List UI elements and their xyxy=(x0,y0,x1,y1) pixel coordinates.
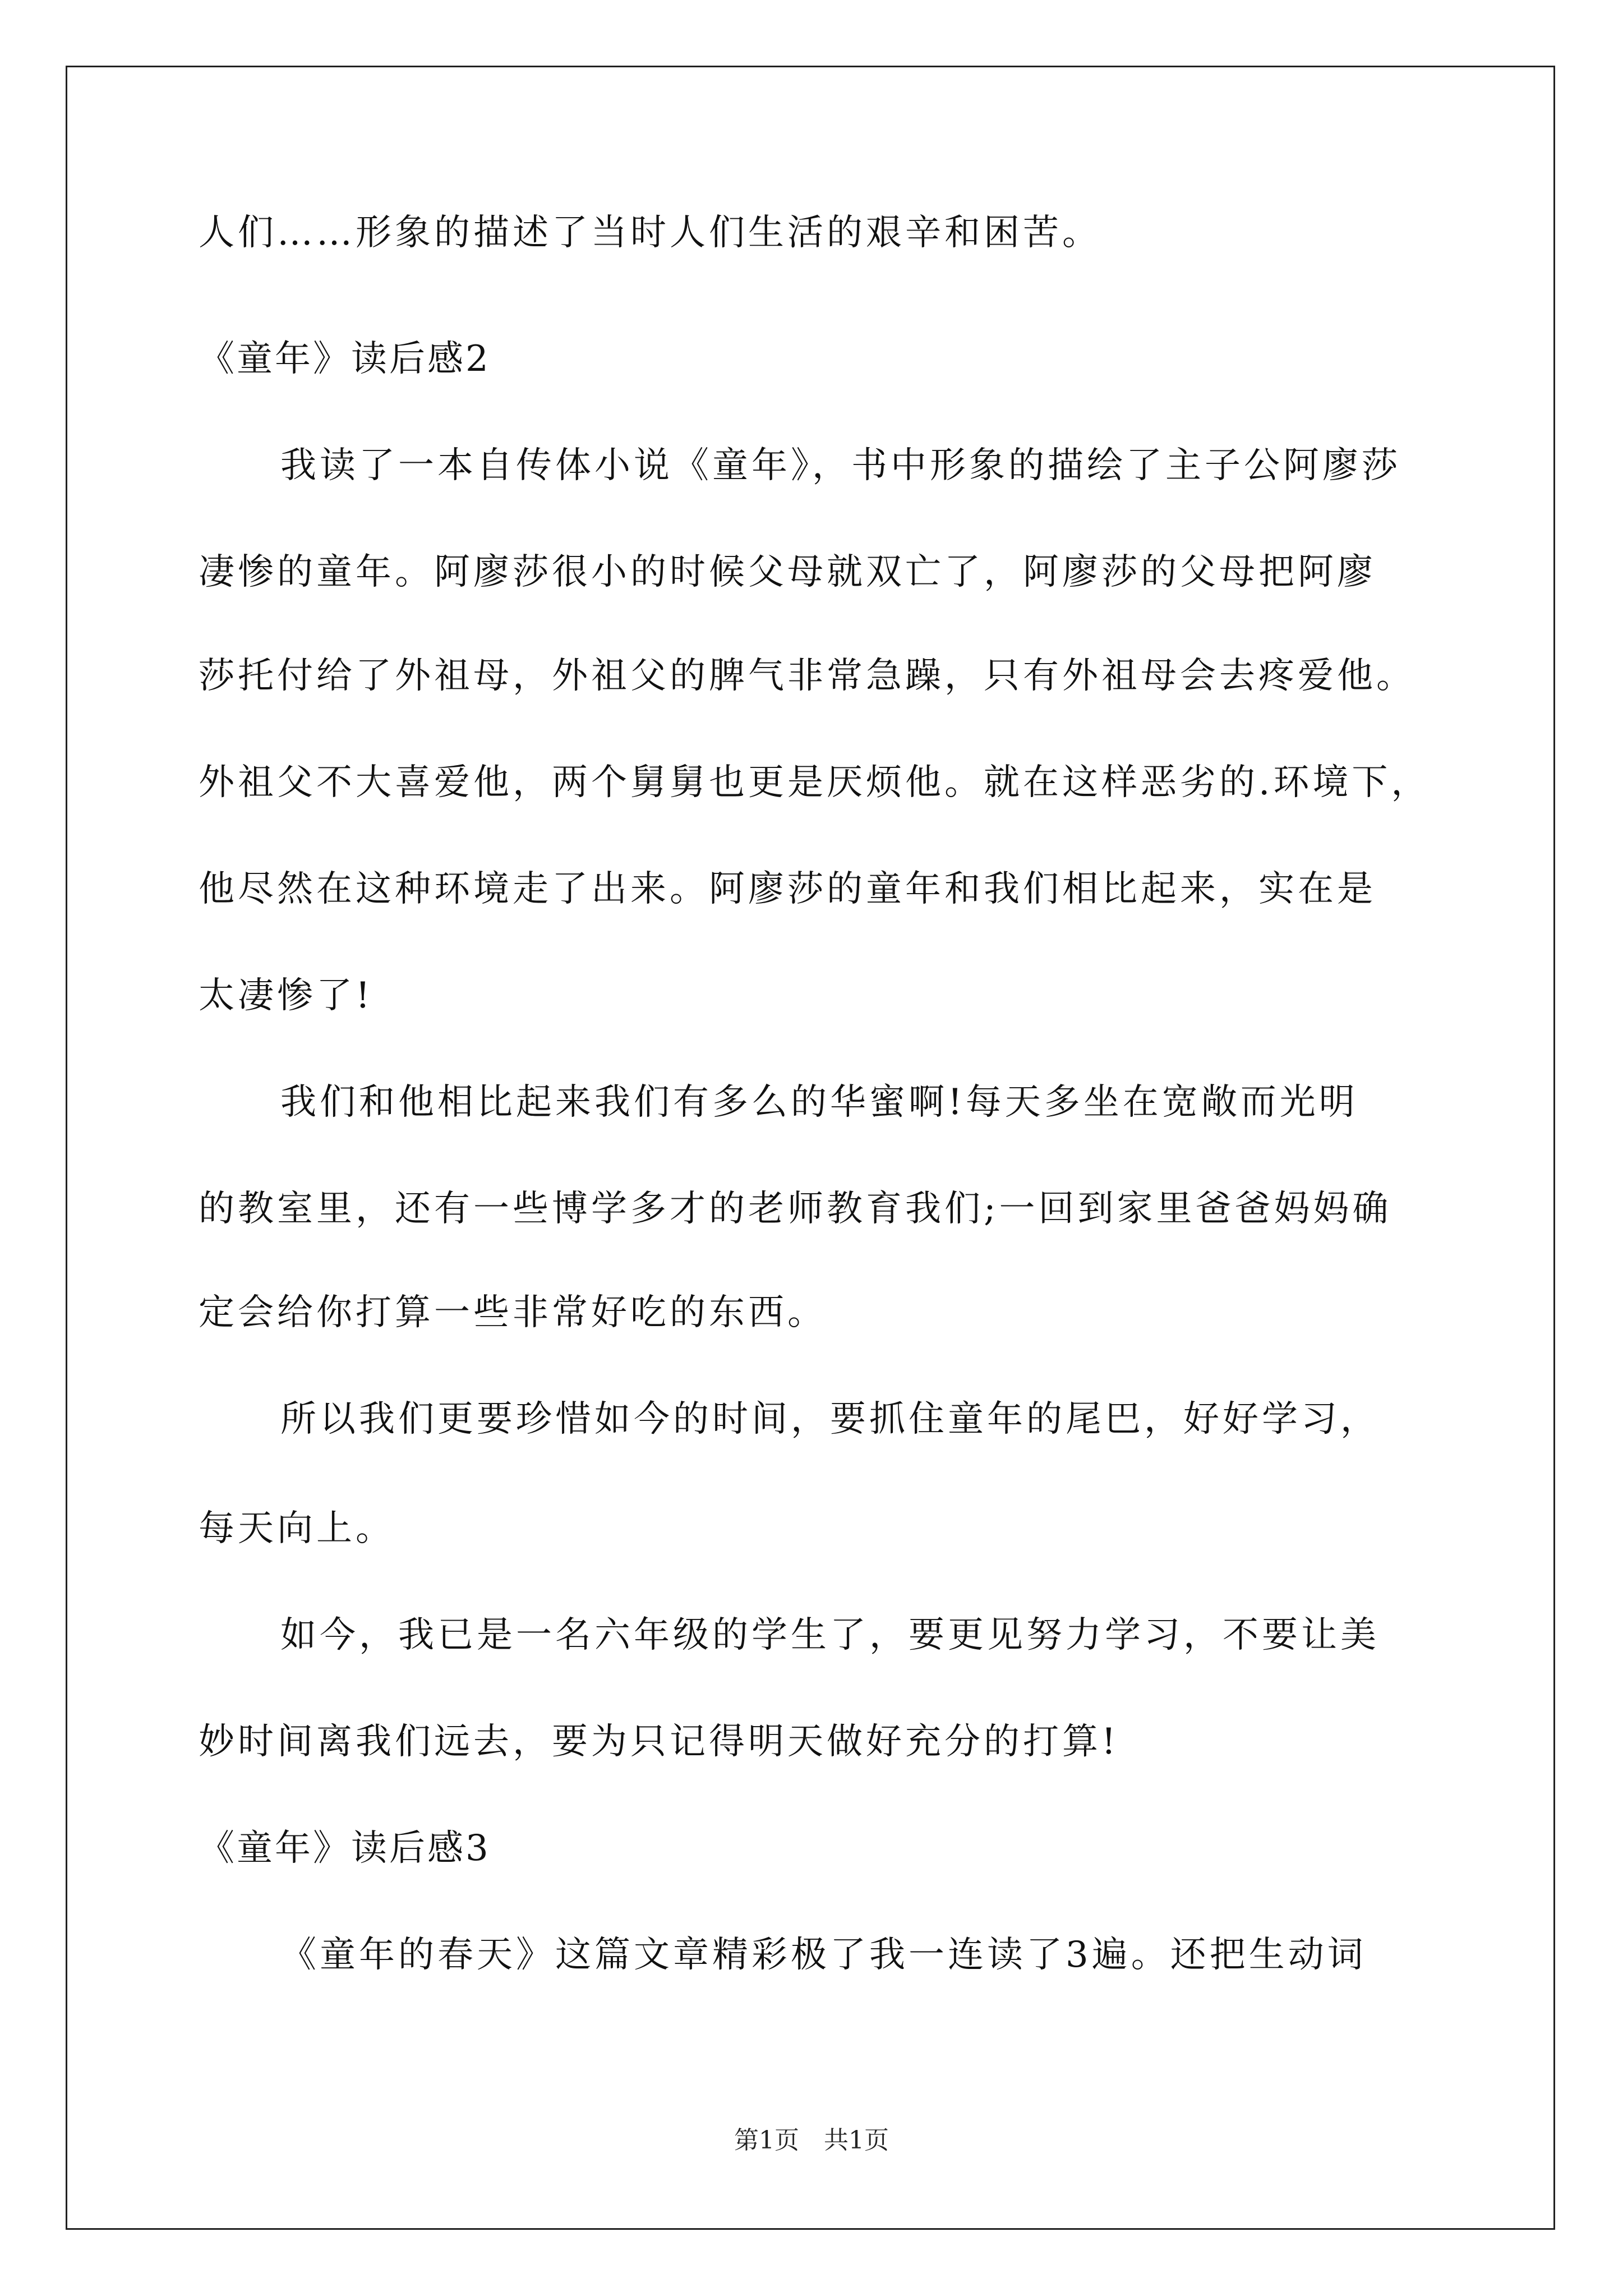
page-border xyxy=(66,66,1555,2230)
paragraph-line: 凄惨的童年。阿廖莎很小的时候父母就双亡了，阿廖莎的父母把阿廖 xyxy=(199,551,1376,593)
paragraph-line: 《童年的春天》这篇文章精彩极了我一连读了3遍。还把生动词 xyxy=(280,1934,1367,1976)
paragraph-line: 如今，我已是一名六年级的学生了，要更见努力学习，不要让美 xyxy=(280,1614,1380,1656)
section-heading: 《童年》读后感3 xyxy=(199,1828,491,1869)
paragraph-line: 他尽然在这种环境走了出来。阿廖莎的童年和我们相比起来，实在是 xyxy=(199,868,1376,910)
paragraph-line: 妙时间离我们远去，要为只记得明天做好充分的打算! xyxy=(199,1721,1119,1763)
paragraph-line: 定会给你打算一些非常好吃的东西。 xyxy=(199,1292,827,1333)
paragraph-line: 人们……形象的描述了当时人们生活的艰辛和困苦。 xyxy=(199,212,1101,254)
paragraph-line: 太凄惨了! xyxy=(199,975,374,1016)
section-heading: 《童年》读后感2 xyxy=(199,338,491,380)
paragraph-line: 外祖父不大喜爱他，两个舅舅也更是厌烦他。就在这样恶劣的.环境下， xyxy=(199,762,1431,803)
paragraph-line: 我读了一本自传体小说《童年》，书中形象的描绘了主子公阿廖莎 xyxy=(280,445,1401,486)
paragraph-line: 我们和他相比起来我们有多么的华蜜啊!每天多坐在宽敞而光明 xyxy=(280,1082,1358,1123)
paragraph-line: 莎托付给了外祖母，外祖父的脾气非常急躁，只有外祖母会去疼爱他。 xyxy=(199,655,1415,697)
paragraph-line: 所以我们更要珍惜如今的时间，要抓住童年的尾巴，好好学习， xyxy=(280,1398,1380,1440)
paragraph-line: 每天向上。 xyxy=(199,1508,395,1549)
paragraph-line: 的教室里，还有一些博学多才的老师教育我们;一回到家里爸爸妈妈确 xyxy=(199,1188,1392,1230)
page-footer: 第1页 共1页 xyxy=(734,2126,889,2155)
